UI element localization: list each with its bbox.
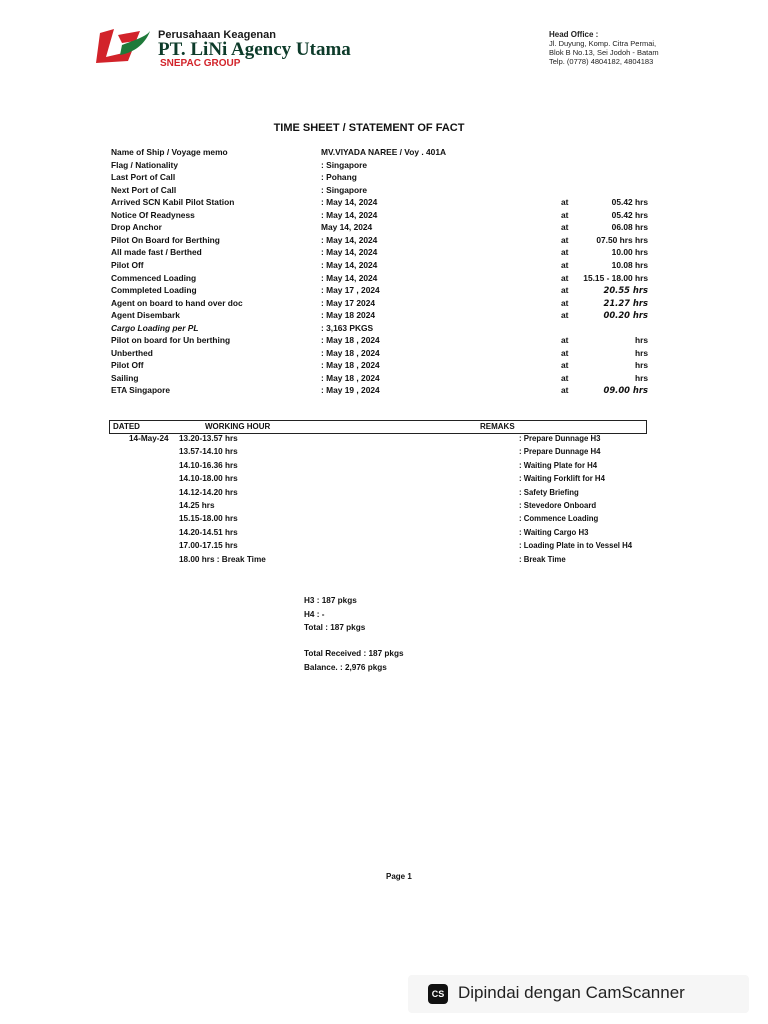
- fact-label: Pilot Off: [111, 360, 144, 371]
- fact-value: : May 18 2024: [321, 310, 376, 321]
- table-row: [0, 514, 768, 527]
- fact-value: : May 17 , 2024: [321, 285, 380, 296]
- summary-balance: Balance. : 2,976 pkgs: [304, 662, 387, 672]
- table-row: [0, 474, 768, 487]
- table-row: [0, 488, 768, 501]
- fact-at: at: [561, 209, 569, 220]
- fact-row: [0, 247, 768, 260]
- fact-time: 10.08 hrs: [611, 259, 648, 270]
- fact-label: Commenced Loading: [111, 272, 197, 283]
- row-hour: 14.10-18.00 hrs: [179, 474, 238, 484]
- fact-at: at: [561, 310, 569, 321]
- fact-row: [0, 273, 768, 286]
- fact-value: : Pohang: [321, 172, 357, 183]
- fact-value: May 14, 2024: [321, 222, 373, 233]
- fact-row: [0, 147, 768, 160]
- fact-time: 05.42 hrs: [611, 197, 648, 208]
- fact-label: Drop Anchor: [111, 222, 162, 233]
- row-hour: 14.25 hrs: [179, 501, 215, 510]
- table-row: [0, 541, 768, 554]
- fact-row: [0, 260, 768, 273]
- summary-h4: H4 : -: [304, 609, 325, 619]
- fact-label: Unberthed: [111, 347, 153, 358]
- row-remark: : Safety Briefing: [519, 487, 579, 497]
- company-name: PT. LiNi Agency Utama: [158, 39, 351, 60]
- fact-value: : May 14, 2024: [321, 259, 378, 270]
- row-hour: 14.10-16.36 hrs: [179, 460, 238, 470]
- camscanner-watermark: [408, 975, 749, 1013]
- fact-value: : May 14, 2024: [321, 272, 378, 283]
- fact-time: 15.15 - 18.00 hrs: [583, 272, 648, 283]
- row-remark: : Prepare Dunnage H3: [519, 434, 601, 443]
- company-prefix: Perusahaan Keagenan: [158, 29, 276, 41]
- fact-label: Flag / Nationality: [111, 159, 179, 170]
- fact-at: at: [561, 259, 569, 270]
- fact-value: : Singapore: [321, 159, 368, 170]
- fact-label: Arrived SCN Kabil Pilot Station: [111, 197, 235, 208]
- company-logo-icon: [92, 27, 152, 65]
- row-remark: : Loading Plate in to Vessel H4: [519, 541, 633, 551]
- fact-time: 07.50 hrs hrs: [596, 234, 648, 245]
- row-hour: 18.00 hrs : Break Time: [179, 554, 266, 564]
- company-group: SNEPAC GROUP: [160, 58, 241, 69]
- address-line-1: Jl. Duyung, Komp. Citra Permai,: [549, 39, 657, 48]
- fact-value: : May 19 , 2024: [321, 385, 380, 396]
- table-row: [0, 447, 768, 460]
- row-remark: : Break Time: [519, 554, 566, 564]
- row-remark: : Prepare Dunnage H4: [519, 447, 601, 457]
- camscanner-text: Dipindai dengan CamScanner: [458, 983, 685, 1002]
- phone-line: Telp. (0778) 4804182, 4804183: [549, 57, 654, 66]
- fact-at: at: [561, 347, 569, 358]
- fact-value: : May 18 , 2024: [321, 335, 380, 346]
- fact-row: [0, 172, 768, 185]
- fact-value: MV.VIYADA NAREE / Voy . 401A: [321, 147, 447, 157]
- fact-label: Name of Ship / Voyage memo: [111, 147, 228, 157]
- row-remark: : Waiting Cargo H3: [519, 527, 589, 537]
- fact-at: at: [561, 222, 569, 233]
- fact-label: Sailing: [111, 372, 139, 383]
- table-row: [0, 434, 768, 447]
- fact-row: [0, 285, 768, 298]
- fact-row: [0, 298, 768, 311]
- row-hour: 13.20-13.57 hrs: [179, 434, 238, 443]
- page-number: Page 1: [386, 872, 412, 881]
- working-hours-table-header: [109, 420, 647, 434]
- fact-time: hrs: [634, 347, 648, 358]
- fact-time: 20.55 hrs: [603, 285, 648, 296]
- row-date: 14-May-24: [129, 434, 169, 443]
- table-row: [0, 528, 768, 541]
- fact-label: Pilot On Board for Berthing: [111, 234, 220, 245]
- row-hour: 17.00-17.15 hrs: [179, 541, 238, 551]
- fact-at: at: [561, 247, 569, 258]
- fact-row: [0, 210, 768, 223]
- fact-row: [0, 360, 768, 373]
- fact-row: [0, 235, 768, 248]
- fact-label: Notice Of Readyness: [111, 209, 195, 220]
- fact-label: Last Port of Call: [111, 172, 176, 183]
- summary-total: Total : 187 pkgs: [304, 623, 366, 632]
- fact-time: hrs: [634, 360, 648, 371]
- cargo-summary: [304, 594, 365, 635]
- fact-time: 09.00 hrs: [603, 385, 648, 396]
- row-hour: 14.12-14.20 hrs: [179, 487, 238, 497]
- fact-at: at: [561, 360, 569, 371]
- fact-row: [0, 373, 768, 386]
- row-remark: : Stevedore Onboard: [519, 501, 597, 510]
- fact-label: Pilot on board for Un berthing: [111, 335, 231, 346]
- fact-value: : May 18 , 2024: [321, 372, 380, 383]
- fact-value: : Singapore: [321, 184, 368, 195]
- received-summary: [304, 647, 404, 674]
- fact-label: Next Port of Call: [111, 184, 177, 195]
- row-remark: : Waiting Plate for H4: [519, 460, 598, 470]
- fact-row: [0, 185, 768, 198]
- fact-at: at: [561, 234, 569, 245]
- address-line-2: Blok B No.13, Sei Jodoh - Batam: [549, 48, 659, 57]
- fact-row: [0, 197, 768, 210]
- fact-label: Commpleted Loading: [111, 285, 197, 296]
- fact-row: [0, 222, 768, 235]
- fact-row: [0, 310, 768, 323]
- fact-time: 10.00 hrs: [611, 247, 648, 258]
- fact-label: ETA Singapore: [111, 385, 171, 396]
- fact-value: : May 18 , 2024: [321, 360, 380, 371]
- fact-at: at: [561, 372, 569, 383]
- fact-row: [0, 385, 768, 398]
- fact-time: hrs: [634, 372, 648, 383]
- fact-value: : May 18 , 2024: [321, 347, 380, 358]
- row-remark: : Commence Loading: [519, 514, 599, 524]
- fact-at: at: [561, 335, 569, 346]
- row-hour: 13.57-14.10 hrs: [179, 447, 238, 457]
- fact-label: All made fast / Berthed: [111, 247, 202, 258]
- table-row: [0, 501, 768, 514]
- fact-label: Cargo Loading per PL: [111, 322, 199, 333]
- fact-value: : May 14, 2024: [321, 197, 378, 208]
- fact-value: : May 14, 2024: [321, 247, 378, 258]
- summary-total-received: Total Received : 187 pkgs: [304, 649, 404, 658]
- fact-row: [0, 160, 768, 173]
- fact-at: at: [561, 385, 569, 396]
- summary-h3: H3 : 187 pkgs: [304, 596, 357, 605]
- col-dated: DATED: [113, 422, 140, 431]
- fact-label: Agent on board to hand over doc: [111, 297, 243, 308]
- fact-value: : May 14, 2024: [321, 209, 378, 220]
- table-row: [0, 461, 768, 474]
- fact-time: 21.27 hrs: [603, 297, 648, 308]
- fact-value: : May 14, 2024: [321, 234, 378, 245]
- fact-time: hrs: [634, 335, 648, 346]
- fact-at: at: [561, 197, 569, 208]
- row-remark: : Waiting Forklift for H4: [519, 474, 605, 484]
- fact-at: at: [561, 285, 569, 296]
- fact-at: at: [561, 297, 569, 308]
- fact-row: [0, 335, 768, 348]
- row-hour: 14.20-14.51 hrs: [179, 527, 238, 537]
- fact-value: : 3,163 PKGS: [321, 322, 374, 333]
- col-remarks: REMAKS: [480, 422, 515, 431]
- camscanner-icon: CS: [428, 984, 448, 1004]
- fact-label: Agent Disembark: [111, 310, 180, 321]
- fact-time: 00.20 hrs: [603, 310, 648, 321]
- fact-at: at: [561, 272, 569, 283]
- fact-time: 05.42 hrs: [611, 209, 648, 220]
- fact-value: : May 17 2024: [321, 297, 376, 308]
- col-working-hour: WORKING HOUR: [205, 422, 271, 431]
- fact-label: Pilot Off: [111, 259, 144, 270]
- fact-row: [0, 348, 768, 361]
- row-hour: 15.15-18.00 hrs: [179, 514, 238, 524]
- fact-row: [0, 323, 768, 336]
- head-office-title: Head Office :: [549, 30, 599, 39]
- fact-time: 06.08 hrs: [611, 222, 648, 233]
- head-office-block: [549, 30, 659, 66]
- table-row: [0, 555, 768, 568]
- document-title: TIME SHEET / STATEMENT OF FACT: [273, 122, 465, 134]
